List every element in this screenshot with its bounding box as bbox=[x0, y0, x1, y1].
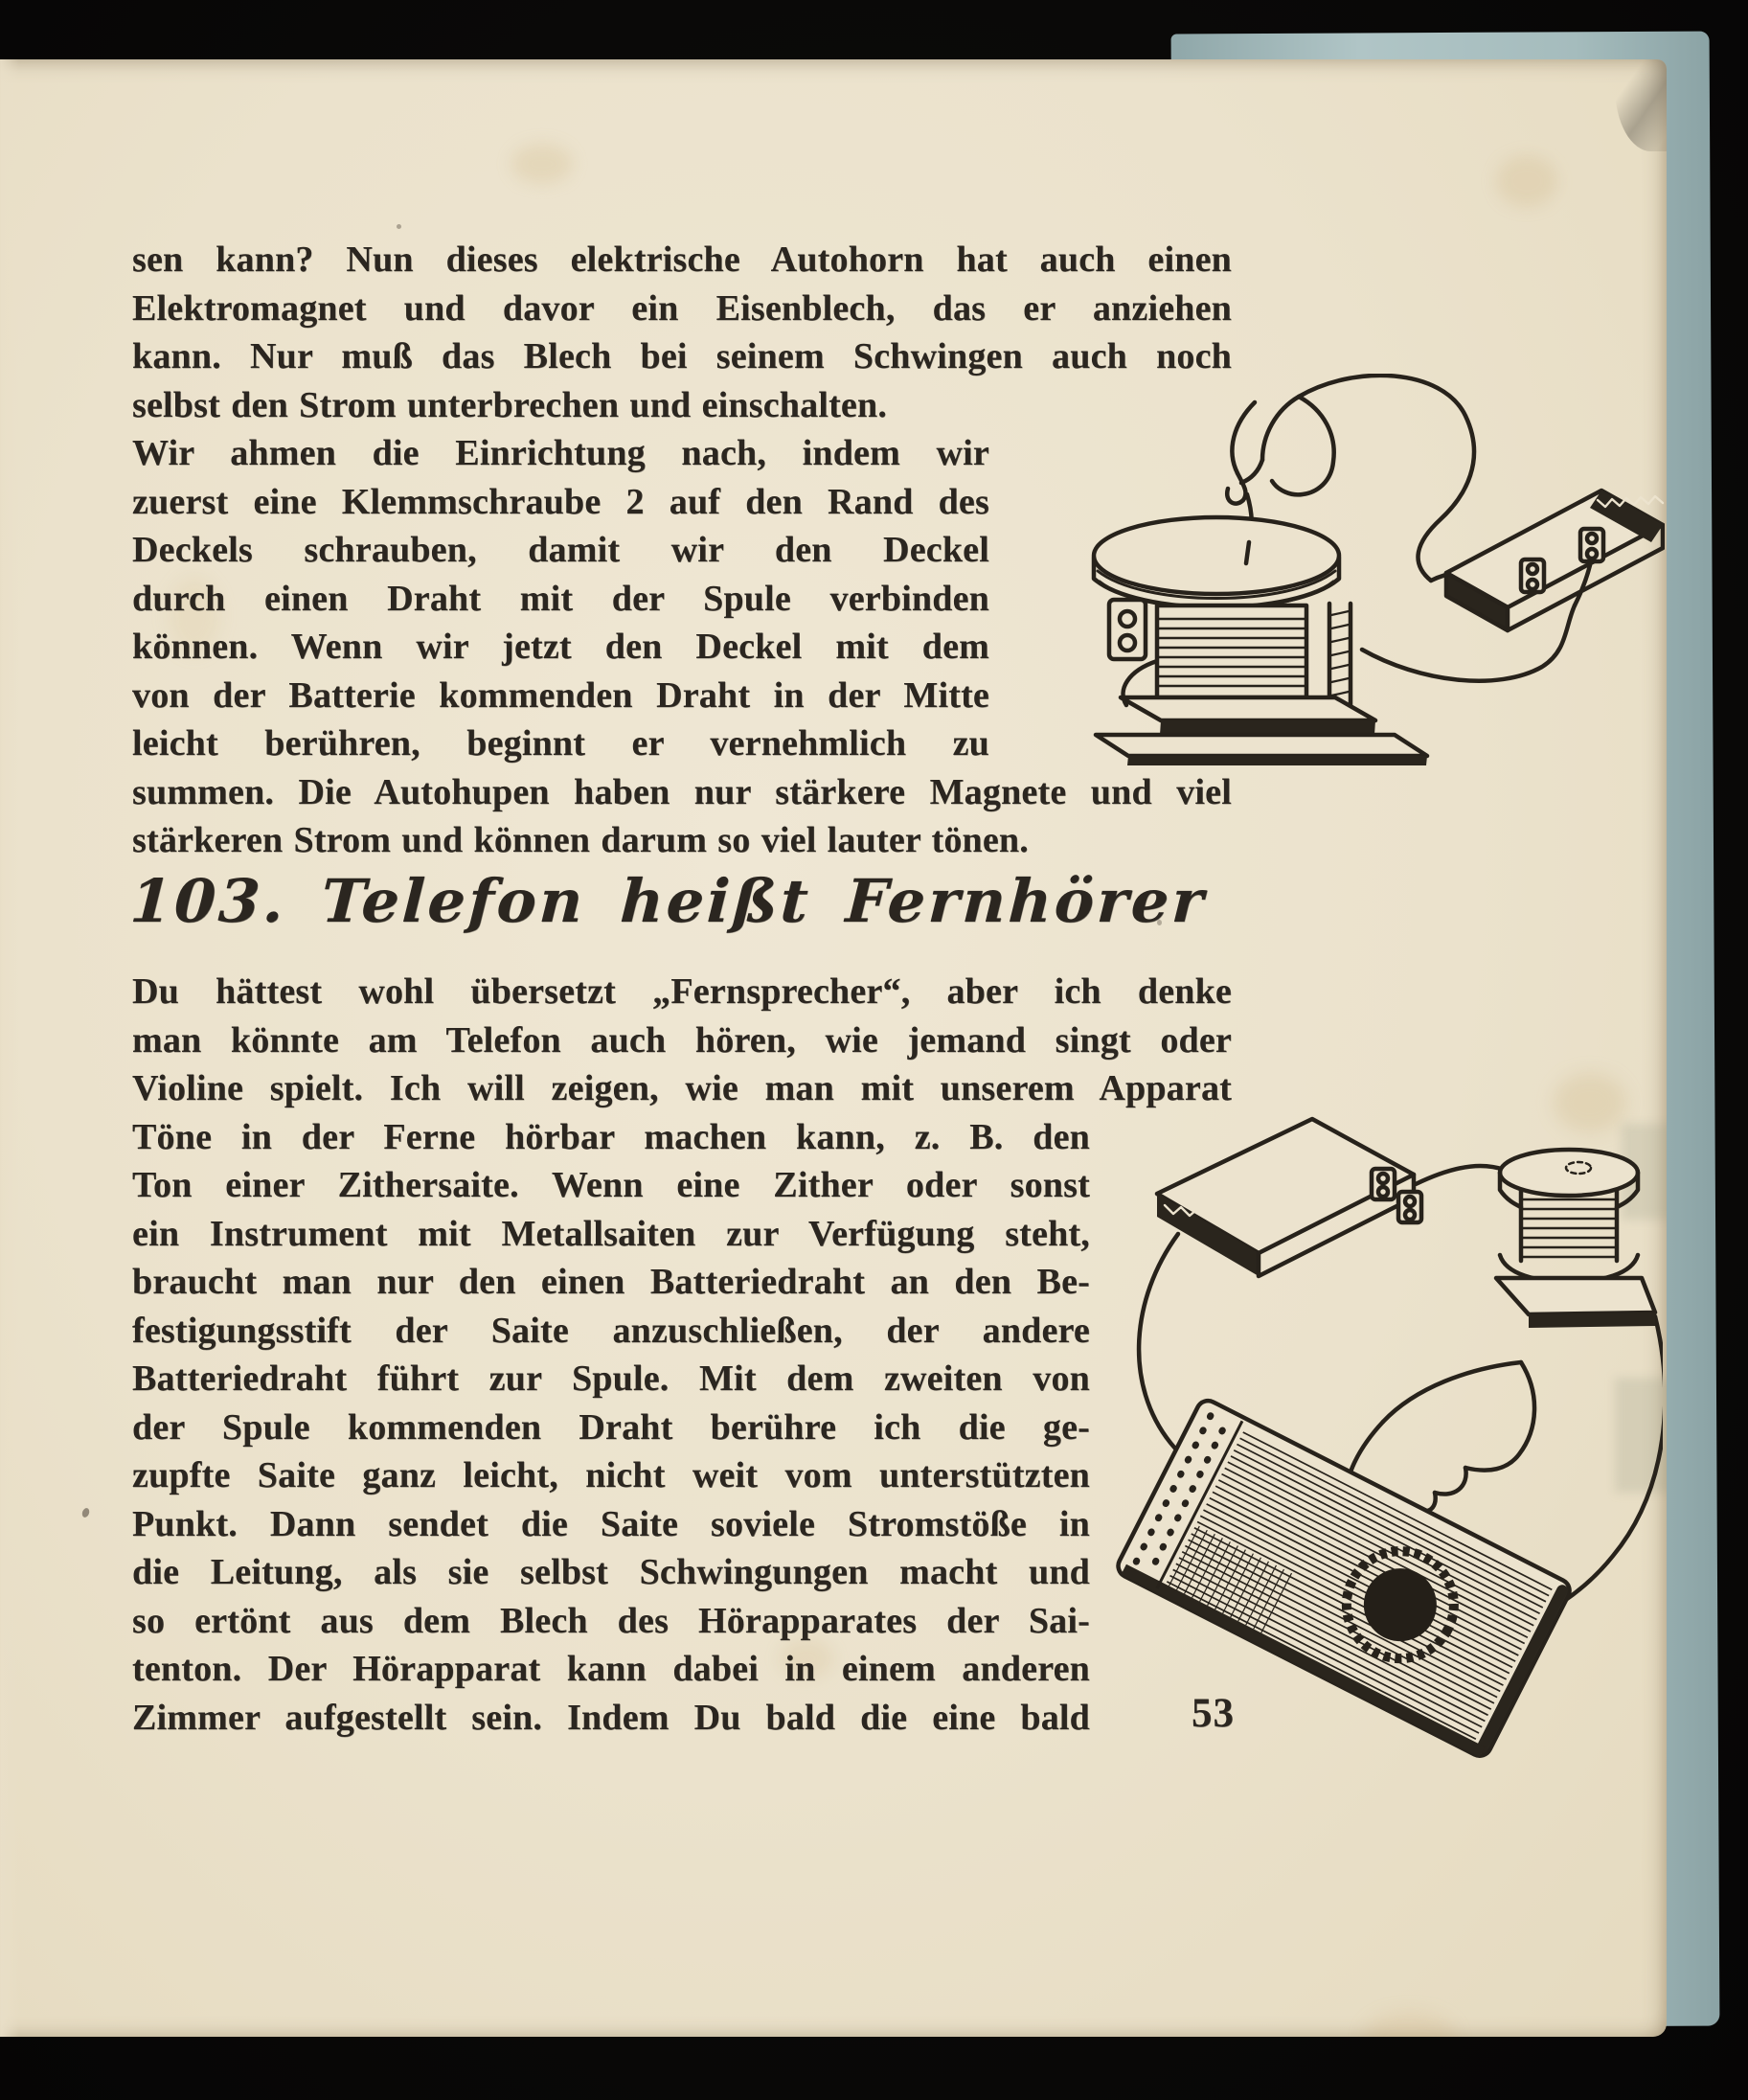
text-line: Punkt. Dann sendet die Saite soviele Stromstöße in bbox=[132, 1503, 1090, 1544]
text-line: Batteriedraht führt zur Spule. Mit dem zweiten von bbox=[132, 1358, 1090, 1399]
text-line: Wir ahmen die Einrichtung nach, indem wir bbox=[132, 433, 989, 473]
text-line: die Leitung, als sie selbst Schwingungen macht und bbox=[132, 1552, 1090, 1592]
text-line: zuerst eine Klemmschraube 2 auf den Rand des bbox=[132, 481, 989, 522]
text-line: stärkeren Strom und können darum so viel lauter tönen. bbox=[132, 820, 1029, 860]
text-line: braucht man nur den einen Batteriedraht an den Be- bbox=[132, 1262, 1090, 1302]
hand bbox=[1227, 397, 1333, 504]
text-line: sen kann? Nun dieses elektrische Autohorn hat auch einen bbox=[132, 240, 1232, 280]
zither-experiment-illustration bbox=[1088, 1077, 1663, 1770]
text-line: selbst den Strom unterbrechen und einschalten. bbox=[132, 384, 888, 425]
text-line: festigungsstift der Saite anzuschließen, der andere bbox=[132, 1310, 1090, 1351]
text-line: können. Wenn wir jetzt den Deckel mit dem bbox=[132, 627, 989, 667]
text-line: von der Batterie kommenden Draht in der Mitte bbox=[132, 674, 989, 716]
text-line: Töne in der Ferne hörbar machen kann, z. B. den bbox=[132, 1116, 1090, 1157]
page-corner-damage bbox=[1615, 59, 1667, 151]
section-heading: 103. Telefon heißt Fernhörer bbox=[128, 866, 1209, 936]
coil-apparatus bbox=[1094, 494, 1351, 722]
base bbox=[1096, 697, 1427, 765]
buzzer-experiment-illustration bbox=[1013, 374, 1665, 766]
paper-stain bbox=[1496, 155, 1557, 207]
text-line: so ertönt aus dem Blech des Hörapparates der Sai- bbox=[132, 1600, 1090, 1641]
flat-battery bbox=[1446, 491, 1663, 630]
text-line: Violine spielt. Ich will zeigen, wie man mit unserem Apparat bbox=[132, 1068, 1232, 1108]
text-line: der Spule kommenden Draht berühre ich die ge- bbox=[132, 1406, 1090, 1448]
zither bbox=[1114, 1397, 1573, 1760]
text-line: summen. Die Autohupen haben nur stärkere Magnete und viel bbox=[132, 771, 1232, 812]
text-line: kann. Nur muß das Blech bei seinem Schwingen auch noch bbox=[132, 336, 1232, 377]
text-line: ein Instrument mit Metallsaiten zur Verfügung steht, bbox=[132, 1213, 1090, 1254]
page-number: 53 bbox=[1192, 1691, 1235, 1736]
text-line: Ton einer Zithersaite. Wenn eine Zither oder sonst bbox=[132, 1165, 1090, 1205]
paragraph-telefon bbox=[132, 968, 1232, 1742]
ink-speck bbox=[81, 1507, 91, 1518]
text-line: Deckels schrauben, damit wir den Deckel bbox=[132, 530, 989, 570]
text-line: Elektromagnet und davor ein Eisenblech, das er anziehen bbox=[132, 287, 1232, 329]
text-line: durch einen Draht mit der Spule verbinden bbox=[132, 578, 989, 619]
paper-stain bbox=[1364, 2012, 1456, 2037]
book-page bbox=[0, 59, 1667, 2037]
coil-spool bbox=[1496, 1150, 1655, 1328]
text-line: Zimmer aufgestellt sein. Indem Du bald die eine bald bbox=[132, 1697, 1090, 1738]
paper-stain bbox=[511, 144, 573, 184]
text-line: Du hättest wohl übersetzt „Fernsprecher“, aber ich denke bbox=[132, 971, 1232, 1012]
flat-battery bbox=[1157, 1119, 1421, 1276]
text-line: tenton. Der Hörapparat kann dabei in einem anderen bbox=[132, 1649, 1090, 1689]
text-line: zupfte Saite ganz leicht, nicht weit vom unterstützten bbox=[132, 1455, 1090, 1495]
text-line: man könnte am Telefon auch hören, wie jemand singt oder bbox=[132, 1019, 1232, 1061]
page-left-edge bbox=[0, 59, 19, 2037]
ink-speck bbox=[397, 224, 401, 229]
text-line: leicht berühren, beginnt er vernehmlich zu bbox=[132, 723, 989, 764]
